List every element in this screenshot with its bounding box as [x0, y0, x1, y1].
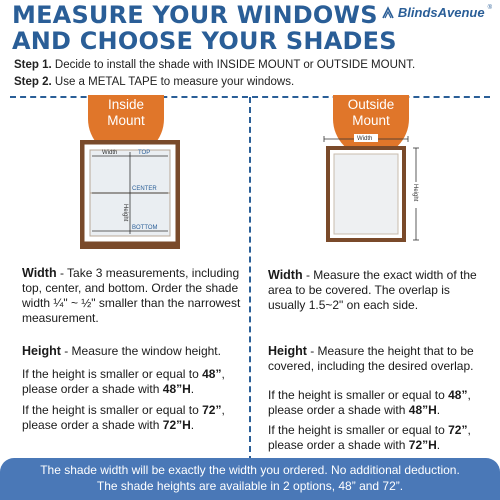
inside-rule-72 [22, 403, 244, 433]
inside-height-text: - Measure the window height. [60, 344, 221, 358]
inside-height-label: Height [122, 204, 128, 222]
headline-line-2: AND CHOOSE YOUR SHADES [12, 27, 397, 55]
top-label: TOP [138, 150, 151, 156]
outside-window-glass [334, 154, 398, 234]
inside-width-section [22, 266, 244, 326]
bottom-label: BOTTOM [132, 225, 158, 231]
inside-rule-48-pre: If the height is smaller or equal to [22, 367, 203, 381]
center-label: CENTER [132, 186, 157, 192]
outside-height-heading: Height [268, 344, 307, 358]
footer-line-1: The shade width will be exactly the width you ordered. No additional deduction. [40, 463, 460, 477]
outside-height-section [268, 344, 490, 374]
outside-rule-48 [268, 388, 490, 418]
outside-mount-window-diagram [316, 130, 426, 250]
outside-rule-48-order: 48”H [408, 403, 437, 417]
outside-width-section [268, 268, 490, 313]
outside-rule-48-value: 48” [448, 388, 468, 402]
inside-mount-window-diagram [80, 140, 180, 252]
step-1 [14, 57, 494, 74]
headline-line-1: MEASURE YOUR WINDOWS [12, 1, 378, 29]
outside-width-text: - Measure the exact width of the area to be covered. The overlap is usually 1.5~2" on each side. [268, 268, 477, 312]
inside-rule-72-mid: , please order a shade with [22, 403, 225, 432]
outside-rule-72-end: . [436, 438, 441, 452]
step-1-text: Decide to install the shade with INSIDE MOUNT or OUTSIDE MOUNT. [51, 59, 416, 71]
step-2 [14, 74, 494, 91]
outside-badge-line-1: Outside [347, 97, 395, 112]
outside-badge-line-2: Mount [352, 113, 390, 128]
headline [12, 1, 397, 55]
inside-height-section [22, 344, 244, 359]
brand-reg: ® [487, 5, 492, 11]
outside-width-heading: Width [268, 268, 303, 282]
outside-rule-48-pre: If the height is smaller or equal to [268, 388, 449, 402]
inside-rule-48 [22, 367, 244, 397]
outside-width-label: Width [357, 136, 373, 142]
inside-rule-48-order: 48”H [162, 382, 191, 396]
outside-rule-48-mid: , please order a shade with [268, 388, 471, 417]
outside-height-label: Height [412, 184, 418, 202]
outside-rule-48-end: . [436, 403, 441, 417]
inside-rule-72-order: 72”H [162, 418, 191, 432]
outside-height-text: - Measure the height that to be covered, including the desired overlap. [268, 344, 474, 373]
brand-name: BlindsAvenue [397, 5, 485, 20]
inside-rule-48-value: 48” [202, 367, 222, 381]
inside-window-sill [80, 244, 180, 249]
inside-badge-line-1: Inside [107, 97, 145, 112]
footer-banner [0, 458, 500, 500]
steps [14, 57, 494, 91]
vertical-divider [249, 97, 251, 462]
inside-rule-48-end: . [190, 382, 195, 396]
brand-logo-icon [381, 6, 395, 20]
step-2-text: Use a METAL TAPE to measure your windows. [51, 76, 295, 88]
footer-line-2: The shade heights are available in 2 options, 48” and 72”. [96, 479, 404, 493]
step-2-label: Step 2. [14, 76, 52, 88]
inside-width-heading: Width [22, 266, 57, 280]
brand-logo [381, 5, 492, 20]
inside-rule-72-value: 72” [202, 403, 222, 417]
outside-rule-72-pre: If the height is smaller or equal to [268, 423, 449, 437]
inside-width-text: - Take 3 measurements, including top, center, and bottom. Order the shade width ¼" ~ ½" smaller than the narrowest measurement. [22, 266, 241, 325]
inside-rule-72-pre: If the height is smaller or equal to [22, 403, 203, 417]
inside-height-heading: Height [22, 344, 61, 358]
inside-width-label: Width [102, 150, 118, 156]
outside-rule-72-value: 72” [448, 423, 468, 437]
inside-rule-48-mid: , please order a shade with [22, 367, 225, 396]
outside-rule-72-mid: , please order a shade with [268, 423, 471, 452]
inside-badge-line-2: Mount [107, 113, 145, 128]
step-1-label: Step 1. [14, 59, 52, 71]
inside-rule-72-end: . [190, 418, 195, 432]
outside-rule-72-order: 72”H [408, 438, 437, 452]
outside-rule-72 [268, 423, 490, 453]
